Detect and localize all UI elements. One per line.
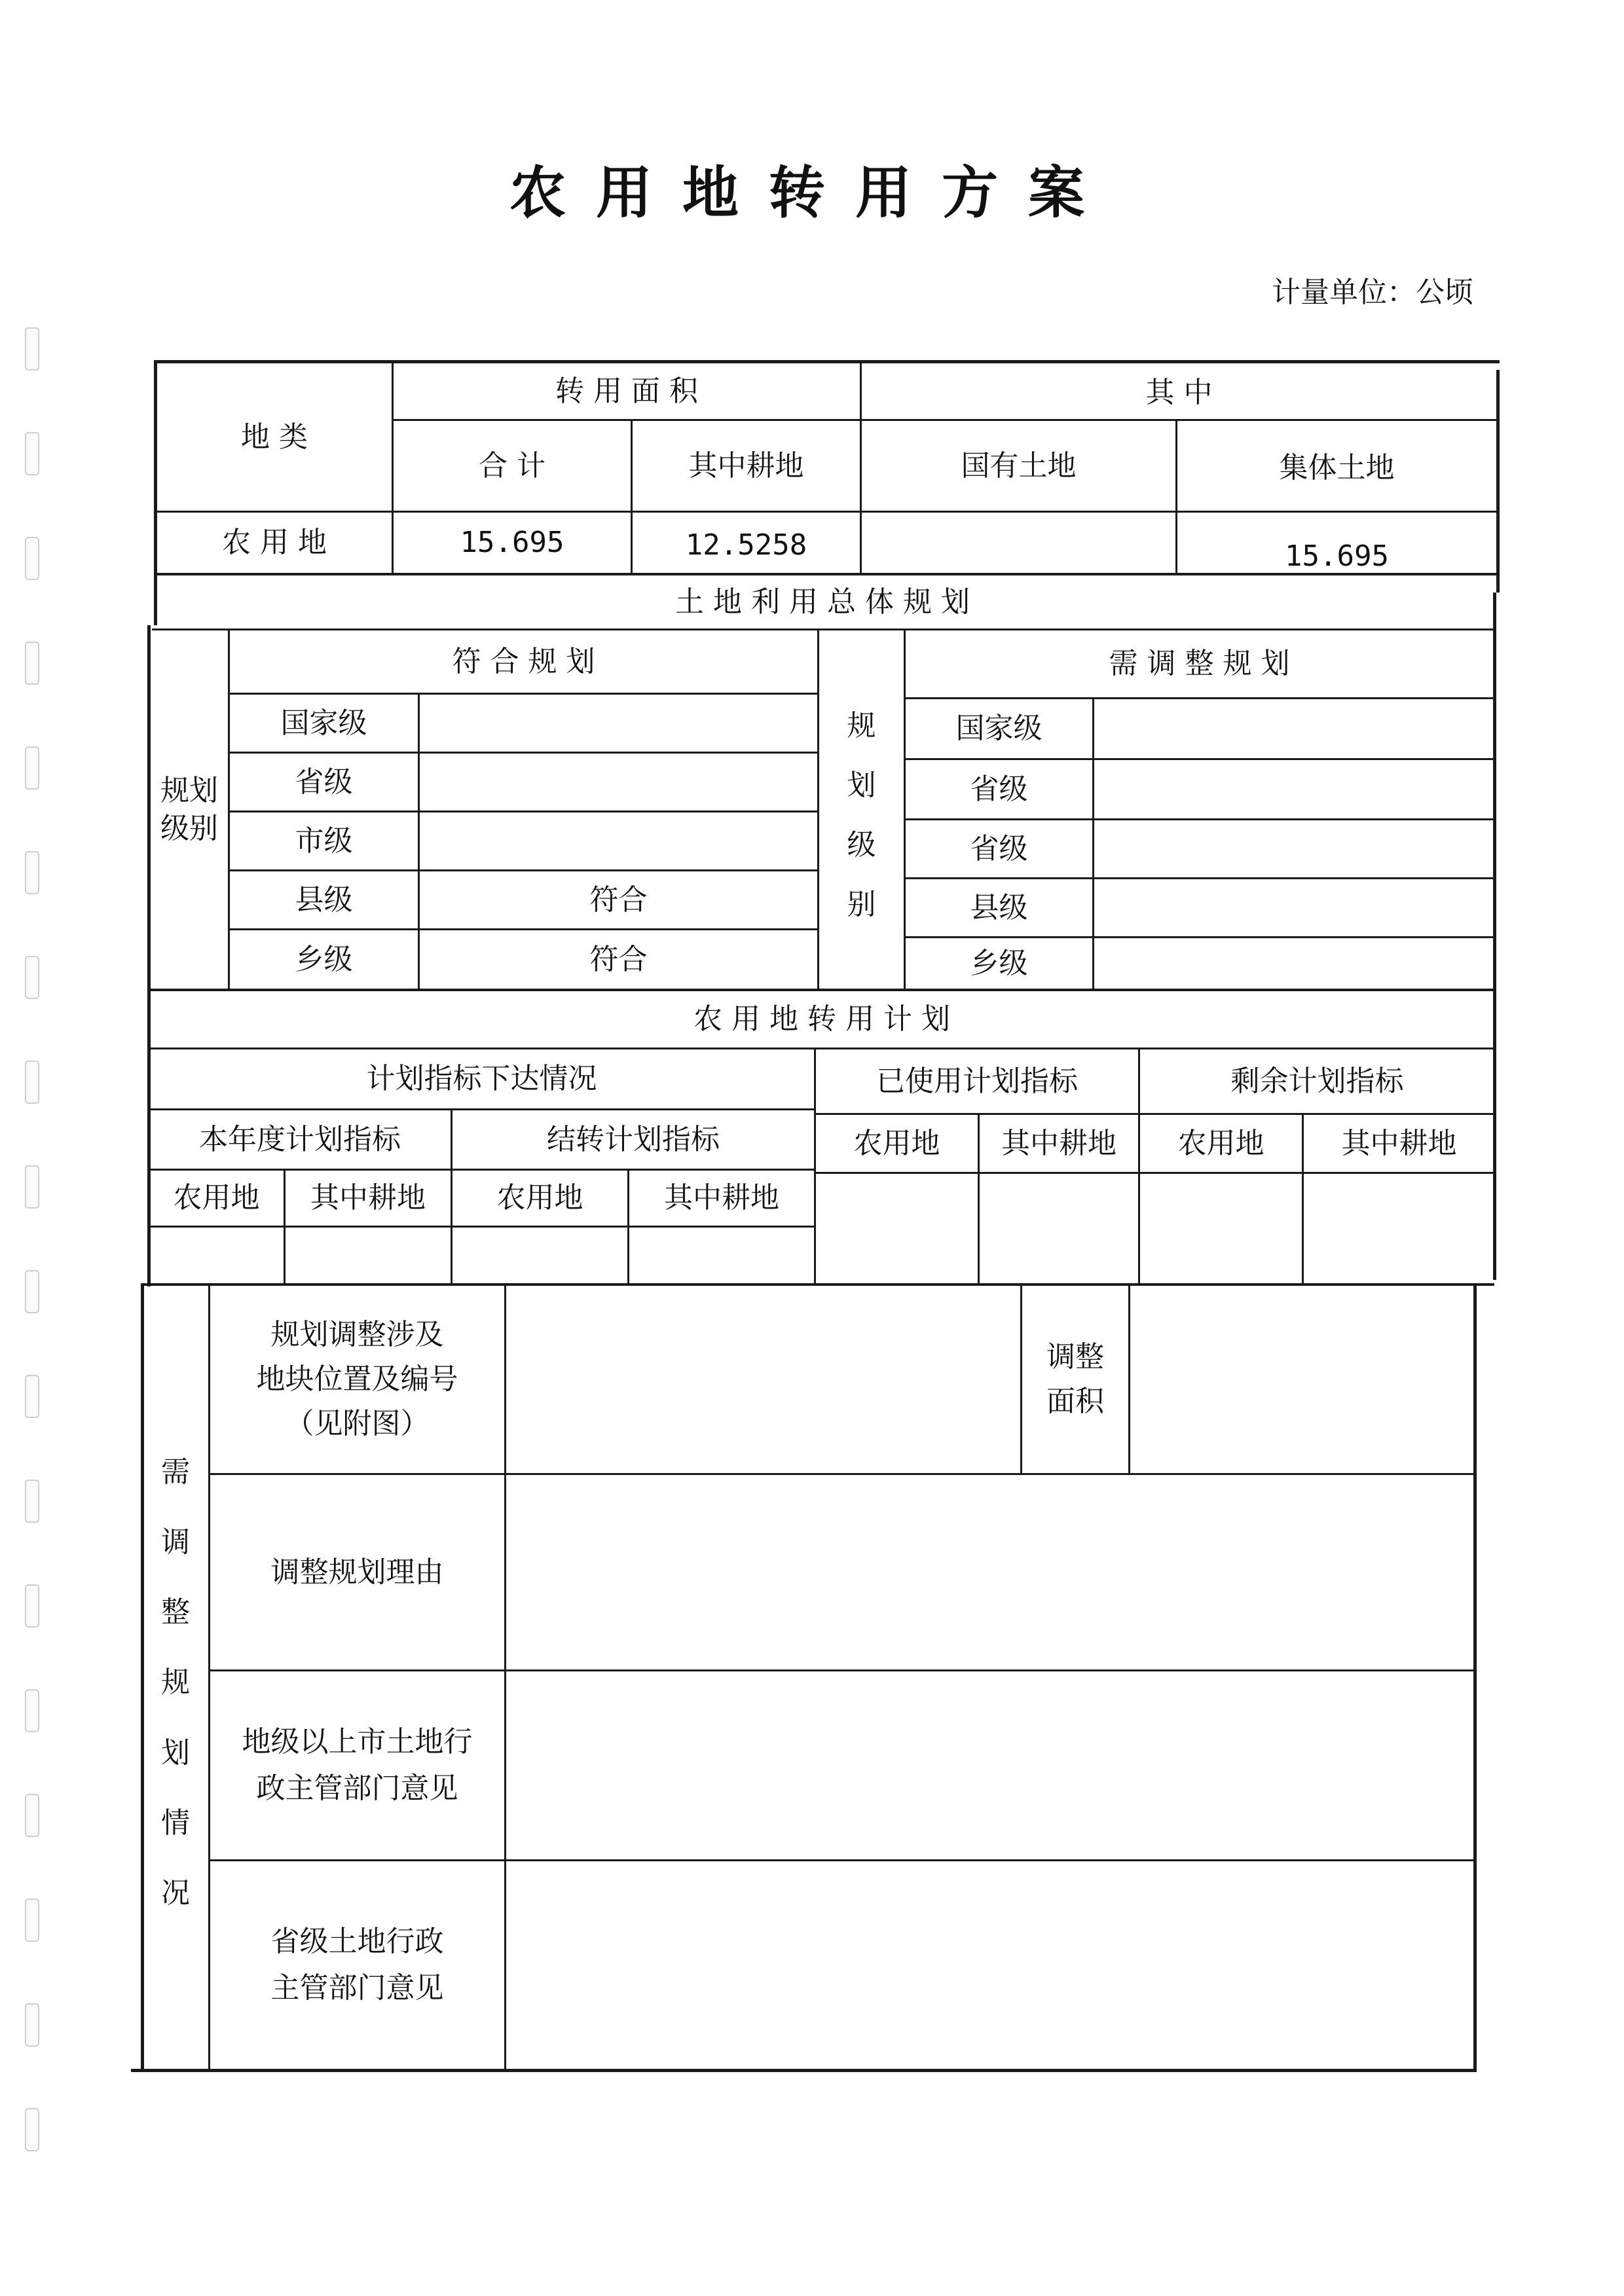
conversion-area-header: 转 用 面 积	[555, 374, 698, 408]
issued-header: 计划指标下达情况	[366, 1062, 597, 1096]
left-value-province	[420, 754, 817, 811]
side-char-6: 情	[161, 1806, 190, 1840]
right-level-township: 乡级	[970, 946, 1028, 980]
remaining-header: 剩余计划指标	[1230, 1064, 1404, 1098]
side-char-4: 规	[161, 1666, 190, 1700]
right-value-province-2	[1094, 820, 1493, 877]
carry-farmland-value	[452, 1228, 627, 1283]
left-value-national	[420, 695, 817, 752]
left-value-township: 符合	[589, 942, 648, 976]
side-char-7: 况	[161, 1876, 190, 1910]
province-opinion-line1: 省级土地行政	[270, 1925, 444, 1959]
side-char-2: 调	[161, 1525, 190, 1559]
left-value-county: 符合	[589, 883, 648, 917]
carry-cultivated-value	[629, 1228, 814, 1283]
farmland-row-label: 农 用 地	[222, 526, 327, 560]
remaining-farmland-header: 农用地	[1177, 1126, 1264, 1160]
right-level-county: 县级	[970, 890, 1028, 924]
city-opinion-value	[506, 1671, 1473, 1859]
state-owned-header: 国有土地	[961, 448, 1077, 483]
adjust-reason-label: 调整规划理由	[270, 1555, 444, 1589]
cultivated-header: 其中耕地	[688, 448, 804, 483]
binding-holes	[20, 0, 46, 2296]
annual-cultivated-value	[286, 1228, 451, 1283]
left-value-city	[420, 812, 817, 869]
plan-level-left-label	[151, 630, 228, 989]
used-header: 已使用计划指标	[876, 1064, 1078, 1098]
right-value-national	[1094, 699, 1493, 758]
province-opinion-label	[210, 1861, 504, 2069]
city-opinion-line2: 政主管部门意见	[256, 1771, 458, 1805]
plan-level-mid-char1: 规	[847, 709, 876, 742]
plan-level-mid-label	[819, 707, 904, 923]
adjust-reason-value	[506, 1475, 1473, 1669]
right-value-province-1	[1094, 760, 1493, 818]
carry-cultivated-header: 其中耕地	[664, 1181, 779, 1215]
annual-header: 本年度计划指标	[199, 1122, 401, 1156]
unit-label: 计量单位：公顷	[1272, 276, 1473, 309]
used-farmland-header: 农用地	[853, 1126, 940, 1160]
left-level-national: 国家级	[280, 706, 367, 740]
carryover-header: 结转计划指标	[547, 1122, 720, 1156]
left-level-township: 乡级	[295, 942, 353, 976]
parcel-label-line1: 规划调整涉及	[270, 1317, 444, 1351]
right-level-province-1: 省级	[970, 772, 1028, 806]
land-use-plan-header: 土 地 利 用 总 体 规 划	[675, 585, 970, 619]
used-cultivated-header: 其中耕地	[1001, 1126, 1116, 1160]
adjust-plan-header: 需 调 整 规 划	[1109, 647, 1290, 681]
plan-level-left-line2: 级别	[160, 811, 218, 845]
adjust-area-value	[1130, 1286, 1473, 1473]
plan-level-mid-char3: 级	[847, 828, 876, 862]
parcel-label-line2: 地块位置及编号	[256, 1362, 458, 1396]
right-level-national: 国家级	[955, 712, 1043, 746]
plan-level-mid-char2: 划	[847, 768, 876, 802]
remaining-cultivated-header: 其中耕地	[1341, 1126, 1457, 1160]
annual-farmland-value	[149, 1228, 284, 1283]
side-char-3: 整	[161, 1595, 190, 1630]
adjust-situation-side-label	[143, 1453, 208, 1912]
collective-value: 15.695	[1285, 539, 1389, 574]
right-level-province-2: 省级	[970, 831, 1028, 866]
left-level-county: 县级	[295, 883, 353, 917]
adjust-area-line1: 调整	[1046, 1339, 1104, 1374]
parcel-location-value	[506, 1286, 1020, 1473]
conform-plan-header: 符 合 规 划	[452, 644, 595, 678]
conversion-plan-header: 农 用 地 转 用 计 划	[693, 1002, 950, 1036]
province-opinion-line2: 主管部门意见	[270, 1971, 444, 2005]
collective-header: 集体土地	[1279, 451, 1395, 485]
total-value: 15.695	[460, 526, 564, 560]
province-opinion-value	[506, 1861, 1473, 2069]
annual-cultivated-header: 其中耕地	[310, 1181, 426, 1215]
annual-farmland-header: 农用地	[173, 1181, 260, 1215]
parcel-location-label	[210, 1286, 504, 1473]
total-header: 合 计	[479, 448, 545, 483]
carry-farmland-header: 农用地	[496, 1181, 583, 1215]
plan-level-mid-char4: 别	[847, 887, 876, 921]
cultivated-value: 12.5258	[685, 528, 807, 562]
page-title: 农用地转用方案	[509, 160, 1115, 226]
parcel-label-line3: （见附图）	[285, 1407, 430, 1441]
left-level-province: 省级	[295, 765, 353, 799]
adjust-area-line2: 面积	[1046, 1385, 1104, 1418]
city-opinion-label	[210, 1671, 504, 1859]
left-level-city: 市级	[295, 824, 353, 858]
city-opinion-line1: 地级以上市土地行	[242, 1725, 473, 1759]
side-char-1: 需	[161, 1455, 190, 1489]
state-owned-value	[862, 513, 1175, 573]
right-value-township	[1094, 938, 1493, 989]
plan-level-left-line1: 规划	[160, 774, 218, 808]
adjust-area-label	[1022, 1286, 1128, 1473]
side-char-5: 划	[161, 1736, 190, 1770]
land-type-header: 地 类	[241, 420, 308, 454]
right-value-county	[1094, 879, 1493, 936]
of-which-header: 其 中	[1145, 376, 1213, 410]
